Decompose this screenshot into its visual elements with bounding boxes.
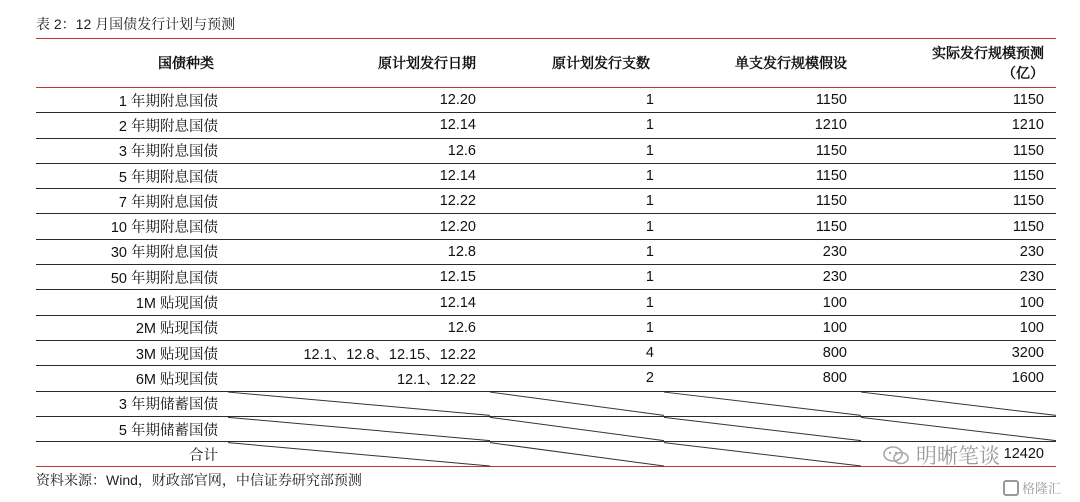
table-cell: 100 bbox=[822, 294, 847, 311]
watermark-logo bbox=[1003, 478, 1061, 497]
table-cell: 12.20 bbox=[439, 92, 476, 109]
table-cell: 12.14 bbox=[439, 117, 476, 134]
table-cell: 12.22 bbox=[439, 193, 476, 210]
table-cell: 100 bbox=[1019, 319, 1044, 336]
table-cell: 1150 bbox=[1012, 168, 1044, 185]
table-cell: 1600 bbox=[1011, 370, 1044, 387]
header-forecast-size: 实际发行规模预测 （亿） bbox=[932, 45, 1044, 81]
table-cell bbox=[228, 416, 490, 441]
logo-icon bbox=[1003, 480, 1019, 496]
table-cell: 1 年期附息国债 bbox=[118, 93, 218, 110]
table-cell: 800 bbox=[822, 345, 847, 362]
watermark-logo-text: 格隆汇 bbox=[1022, 481, 1062, 496]
table-cell: 1150 bbox=[815, 193, 847, 210]
bond-issuance-table bbox=[36, 38, 1056, 467]
table-cell: 2 bbox=[645, 370, 654, 387]
table-cell: 1210 bbox=[814, 117, 847, 134]
table-cell: 100 bbox=[822, 319, 847, 336]
table-row bbox=[36, 340, 1056, 365]
table-cell: 1150 bbox=[815, 142, 847, 159]
table-cell: 1 bbox=[645, 294, 654, 311]
table-cell: 30 年期附息国债 bbox=[110, 245, 218, 262]
table-row bbox=[36, 416, 1056, 441]
table-cell: 1150 bbox=[1012, 218, 1044, 235]
watermark bbox=[882, 440, 1000, 470]
table-cell: 12.6 bbox=[447, 142, 476, 159]
table-cell: 1 bbox=[645, 319, 654, 336]
table-cell: 230 bbox=[1019, 243, 1044, 260]
table-cell: 2M 贴现国债 bbox=[135, 321, 218, 338]
table-caption: 表 2：12 月国债发行计划与预测 bbox=[36, 16, 236, 32]
table-cell: 5 年期储蓄国债 bbox=[118, 422, 218, 439]
table-cell: 230 bbox=[1019, 269, 1044, 286]
header-planned-date: 原计划发行日期 bbox=[378, 55, 476, 71]
table-cell: 1M 贴现国债 bbox=[135, 296, 218, 313]
watermark-text: 明晰笔谈 bbox=[916, 445, 1000, 468]
table-cell bbox=[664, 416, 861, 441]
table-row bbox=[36, 290, 1056, 315]
table-cell: 12.1、12.22 bbox=[396, 371, 476, 388]
table-cell: 5 年期附息国债 bbox=[118, 169, 218, 186]
table-cell bbox=[664, 442, 861, 467]
table-cell: 7 年期附息国债 bbox=[118, 194, 218, 211]
table-row bbox=[36, 189, 1056, 214]
table-row bbox=[36, 315, 1056, 340]
table-cell: 50 年期附息国债 bbox=[110, 270, 218, 287]
table-cell: 1150 bbox=[1012, 193, 1044, 210]
header-bond-type: 国债种类 bbox=[158, 55, 214, 71]
table-cell: 100 bbox=[1019, 294, 1044, 311]
table-cell bbox=[490, 442, 664, 467]
table-cell: 1150 bbox=[815, 168, 847, 185]
table-cell: 10 年期附息国债 bbox=[110, 220, 218, 237]
table-cell: 1 bbox=[645, 92, 654, 109]
table-cell: 1 bbox=[645, 193, 654, 210]
table-cell: 1 bbox=[645, 117, 654, 134]
table-row bbox=[36, 214, 1056, 239]
table-cell: 12.20 bbox=[439, 218, 476, 235]
table-cell: 3 年期附息国债 bbox=[118, 144, 218, 161]
table-cell: 12.14 bbox=[439, 168, 476, 185]
table-cell: 230 bbox=[822, 243, 847, 260]
table-cell: 1150 bbox=[1012, 142, 1044, 159]
table-cell: 230 bbox=[822, 269, 847, 286]
table-cell: 12420 bbox=[1003, 446, 1044, 463]
table-row bbox=[36, 391, 1056, 416]
table-cell: 2 年期附息国债 bbox=[118, 118, 218, 135]
source-note: 资料来源：Wind，财政部官网，中信证券研究部预测 bbox=[36, 472, 362, 488]
table-cell bbox=[228, 391, 490, 416]
header-planned-count: 原计划发行支数 bbox=[552, 55, 650, 71]
table-cell: 3M 贴现国债 bbox=[135, 346, 218, 363]
table-cell: 1 bbox=[645, 142, 654, 159]
table-cell bbox=[861, 416, 1056, 441]
table-cell: 合计 bbox=[189, 447, 218, 464]
table-cell bbox=[228, 442, 490, 467]
table-cell: 12.15 bbox=[439, 269, 476, 286]
table-cell bbox=[861, 391, 1056, 416]
table-cell: 1 bbox=[645, 243, 654, 260]
table-cell: 1150 bbox=[815, 92, 847, 109]
table-cell: 1 bbox=[645, 168, 654, 185]
table-row bbox=[36, 113, 1056, 138]
table-cell: 1150 bbox=[815, 218, 847, 235]
table-cell: 1150 bbox=[1012, 92, 1044, 109]
table-row bbox=[36, 265, 1056, 290]
table-cell: 12.6 bbox=[447, 319, 476, 336]
table-cell bbox=[490, 391, 664, 416]
table-cell: 1 bbox=[645, 269, 654, 286]
table-cell: 1210 bbox=[1011, 117, 1044, 134]
table-cell: 3200 bbox=[1011, 345, 1044, 362]
table-row bbox=[36, 138, 1056, 163]
table-cell: 3 年期储蓄国债 bbox=[118, 397, 218, 414]
header-unit-size: 单支发行规模假设 bbox=[735, 55, 847, 71]
table-row bbox=[36, 366, 1056, 391]
table-header-row bbox=[36, 39, 1056, 88]
table-cell: 800 bbox=[822, 370, 847, 387]
table-cell: 12.8 bbox=[447, 243, 476, 260]
table-cell: 4 bbox=[645, 345, 654, 362]
table-cell: 1 bbox=[645, 218, 654, 235]
table-cell: 12.14 bbox=[439, 294, 476, 311]
table-cell: 12.1、12.8、12.15、12.22 bbox=[303, 346, 476, 363]
table-row bbox=[36, 239, 1056, 264]
table-cell bbox=[490, 416, 664, 441]
table-row bbox=[36, 88, 1056, 113]
table-row bbox=[36, 163, 1056, 188]
table-cell: 6M 贴现国债 bbox=[135, 371, 218, 388]
table-cell bbox=[664, 391, 861, 416]
wechat-icon bbox=[882, 444, 910, 466]
